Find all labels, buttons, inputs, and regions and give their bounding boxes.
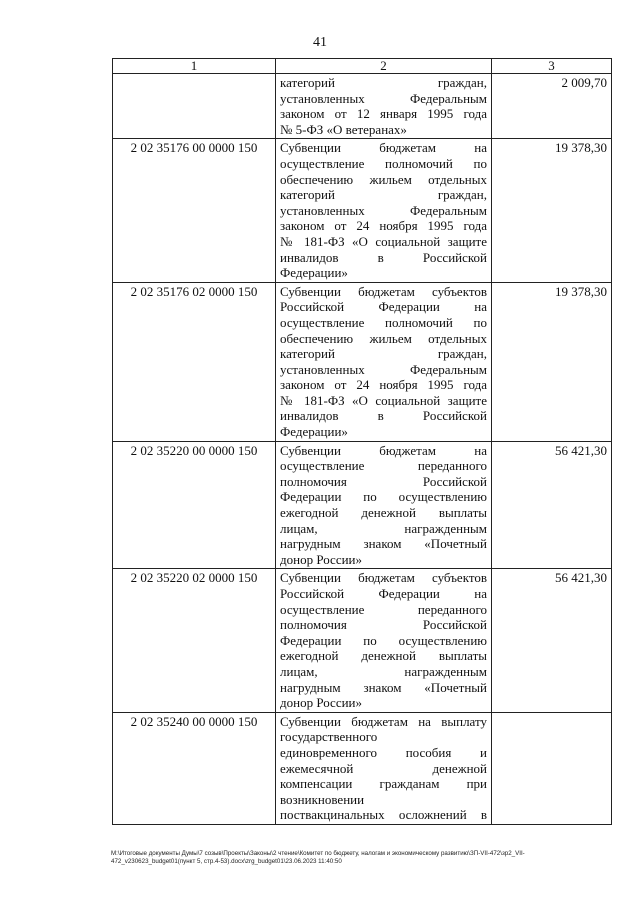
- description-line: ежегодной денежной выплаты: [280, 505, 487, 521]
- table-row: [113, 569, 612, 712]
- description-line: категорий граждан,: [280, 75, 487, 90]
- description-line: законом от 24 ноября 1995 года: [280, 377, 487, 393]
- description-line: инвалидов в Российской: [280, 408, 487, 424]
- budget-code-cell: 2 02 35220 02 0000 150: [113, 569, 276, 712]
- column-header-3: 3: [492, 59, 612, 74]
- description-line: полномочия Российской: [280, 473, 487, 489]
- description-line: осуществление полномочий по: [280, 314, 487, 330]
- table-body: [113, 74, 612, 825]
- description-line: Федерации»: [280, 265, 348, 281]
- description-line: инвалидов в Российской: [280, 249, 487, 265]
- description-line: Субвенции бюджетам на: [280, 140, 487, 156]
- description-line: № 181-ФЗ «О социальной защите: [280, 392, 487, 408]
- description-line: категорий граждан,: [280, 187, 487, 203]
- description-line: ежегодной денежной выплаты: [280, 648, 487, 664]
- description-line: донор России»: [280, 695, 363, 711]
- description-line: осуществление переданного: [280, 601, 487, 617]
- description-line: Субвенции бюджетам на выплату: [280, 713, 487, 729]
- description-cell: [276, 139, 492, 282]
- table-row: [113, 282, 612, 441]
- budget-code-cell: 2 02 35240 00 0000 150: [113, 712, 276, 824]
- description-line: Федерации»: [280, 424, 348, 440]
- table-header-row: [113, 59, 612, 74]
- description-line: осуществление полномочий по: [280, 155, 487, 171]
- table-row: [113, 139, 612, 282]
- description-line: Субвенции бюджетам субъектов: [280, 283, 487, 299]
- description-line: установленных Федеральным: [280, 361, 487, 377]
- description-line: поствакцинальных осложнений в: [280, 807, 487, 823]
- description-line: Федерации по осуществлению: [280, 632, 487, 648]
- description-line: категорий граждан,: [280, 346, 487, 362]
- budget-table: [112, 58, 612, 825]
- table-row: [113, 441, 612, 569]
- page-number: 41: [313, 35, 327, 50]
- description-line: установленных Федеральным: [280, 90, 487, 106]
- amount-cell: 56 421,30: [492, 441, 612, 569]
- footer-path-line-2: 472_v230623_budget01(пункт 5, стр.4-53).docx\zrg_budget01\23.06.2023 11:40:50: [111, 858, 342, 865]
- amount-cell: 19 378,30: [492, 282, 612, 441]
- description-line: единовременного пособия и: [280, 744, 487, 760]
- description-line: законом от 12 января 1995 года: [280, 106, 487, 122]
- budget-code-cell: 2 02 35176 02 0000 150: [113, 282, 276, 441]
- budget-code-cell: 2 02 35220 00 0000 150: [113, 441, 276, 569]
- amount-cell: 2 009,70: [492, 74, 612, 139]
- description-line: Субвенции бюджетам субъектов: [280, 570, 487, 586]
- description-line: компенсации гражданам при: [280, 776, 487, 792]
- footer-path-line-1: M:\Итоговые документы Думы\7 созыв\Проекты\Законы\2 чтение\Комитет по бюджету, налогам и экономическому развитию\ЗП-VII-472\зр2_VII-: [111, 850, 525, 857]
- description-line: обеспечению жильем отдельных: [280, 171, 487, 187]
- description-line: ежемесячной денежной: [280, 760, 487, 776]
- description-line: государственного: [280, 729, 378, 745]
- description-cell: [276, 282, 492, 441]
- amount-cell: [492, 712, 612, 824]
- description-line: Российской Федерации на: [280, 586, 487, 601]
- description-line: Федерации по осуществлению: [280, 489, 487, 505]
- description-line: осуществление переданного: [280, 458, 487, 474]
- description-line: нагрудным знаком «Почетный: [280, 536, 487, 552]
- amount-cell: 56 421,30: [492, 569, 612, 712]
- description-line: Российской Федерации на: [280, 299, 487, 315]
- description-cell: [276, 569, 492, 712]
- description-line: № 181-ФЗ «О социальной защите: [280, 233, 487, 249]
- table-row: [113, 712, 612, 824]
- description-line: нагрудным знаком «Почетный: [280, 679, 487, 695]
- budget-code-cell: [113, 74, 276, 139]
- budget-code-cell: 2 02 35176 00 0000 150: [113, 139, 276, 282]
- description-line: лицам, награжденным: [280, 663, 487, 679]
- description-line: Субвенции бюджетам на: [280, 442, 487, 458]
- description-line: обеспечению жильем отдельных: [280, 330, 487, 346]
- amount-cell: 19 378,30: [492, 139, 612, 282]
- description-cell: [276, 74, 492, 139]
- description-line: лицам, награжденным: [280, 520, 487, 536]
- description-line: возникновении: [280, 791, 365, 807]
- description-line: установленных Федеральным: [280, 202, 487, 218]
- table-row: [113, 74, 612, 139]
- column-header-2: 2: [276, 59, 492, 74]
- description-line: № 5-ФЗ «О ветеранах»: [280, 121, 407, 137]
- description-cell: [276, 712, 492, 824]
- column-header-1: 1: [113, 59, 276, 74]
- footer-file-path: [111, 850, 611, 866]
- description-line: полномочия Российской: [280, 617, 487, 633]
- description-line: донор России»: [280, 551, 363, 567]
- description-line: законом от 24 ноября 1995 года: [280, 218, 487, 234]
- description-cell: [276, 441, 492, 569]
